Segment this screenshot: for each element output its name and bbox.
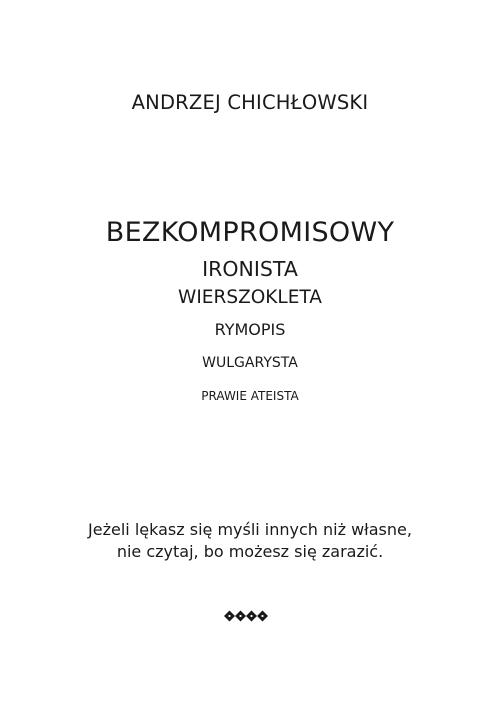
title-line-6: PRAWIE ATEISTA xyxy=(201,389,299,403)
epigraph-line-1: Jeżeli lękasz się myśli innych niż własne, xyxy=(88,520,412,539)
publisher-diamonds-logo-icon xyxy=(224,610,268,622)
author-name: ANDRZEJ CHICHŁOWSKI xyxy=(131,91,369,114)
title-line-1: BEZKOMPROMISOWY xyxy=(105,217,395,248)
title-line-2: IRONISTA xyxy=(202,257,298,281)
title-line-4: RYMOPIS xyxy=(214,320,286,339)
title-line-5: WULGARYSTA xyxy=(202,355,298,371)
epigraph-quote xyxy=(0,519,500,563)
epigraph-line-2: nie czytaj, bo możesz się zarazić. xyxy=(116,542,384,561)
title-line-3: WIERSZOKLETA xyxy=(178,287,322,308)
